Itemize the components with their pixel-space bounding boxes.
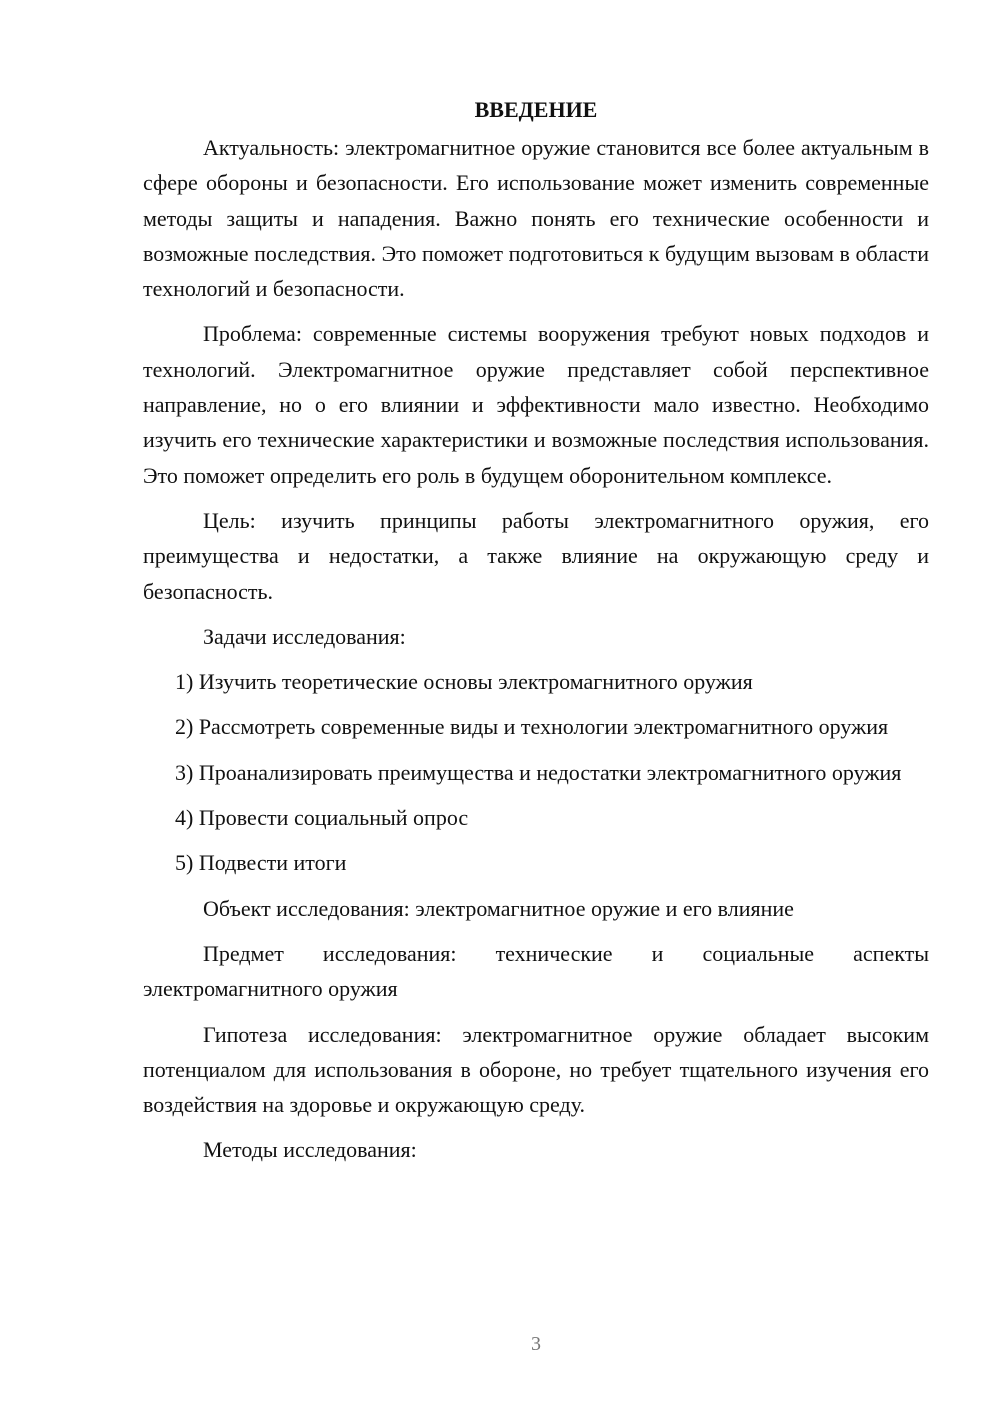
tasks-list xyxy=(143,664,929,880)
page-number: 3 xyxy=(531,1333,541,1355)
relevance-paragraph: Актуальность: электромагнитное оружие становится все более актуальным в сфере обороны и безопасности. Его использование может изменить современные методы защиты и нападения. Важно понять его технические особенности и возможные последствия. Это поможет подготовиться к будущим вызовам в области технологий и безопасности. xyxy=(143,135,929,302)
methods-heading: Методы исследования: xyxy=(203,1137,417,1163)
list-item: 1) Изучить теоретические основы электромагнитного оружия xyxy=(175,669,753,695)
hypothesis-paragraph: Гипотеза исследования: электромагнитное оружие обладает высоким потенциалом для использования в обороне, но требует тщательного изучения его воздействия на здоровье и окружающую среду. xyxy=(143,1021,929,1118)
subject-paragraph: Предмет исследования: технические и социальные аспекты электромагнитного оружия xyxy=(143,940,929,1002)
object-paragraph: Объект исследования: электромагнитное оружие и его влияние xyxy=(203,895,794,921)
page-title: ВВЕДЕНИЕ xyxy=(474,97,598,122)
list-item: 5) Подвести итоги xyxy=(175,850,347,876)
problem-paragraph: Проблема: современные системы вооружения требуют новых подходов и технологий. Электромагнитное оружие представляет собой перспективное направление, но о его влиянии и эффективности мало известно. Необходимо изучить его технические характеристики и возможные последствия использования. Это поможет определить его роль в будущем оборонительном комплексе. xyxy=(143,321,929,488)
page-content xyxy=(143,92,929,1178)
list-item: 4) Провести социальный опрос xyxy=(175,805,469,831)
list-item: 2) Рассмотреть современные виды и технологии электромагнитного оружия xyxy=(175,714,889,740)
tasks-heading: Задачи исследования: xyxy=(203,623,406,649)
goal-paragraph: Цель: изучить принципы работы электромагнитного оружия, его преимущества и недостатки, а также влияние на окружающую среду и безопасность. xyxy=(143,507,929,604)
list-item: 3) Проанализировать преимущества и недостатки электромагнитного оружия xyxy=(175,759,902,785)
